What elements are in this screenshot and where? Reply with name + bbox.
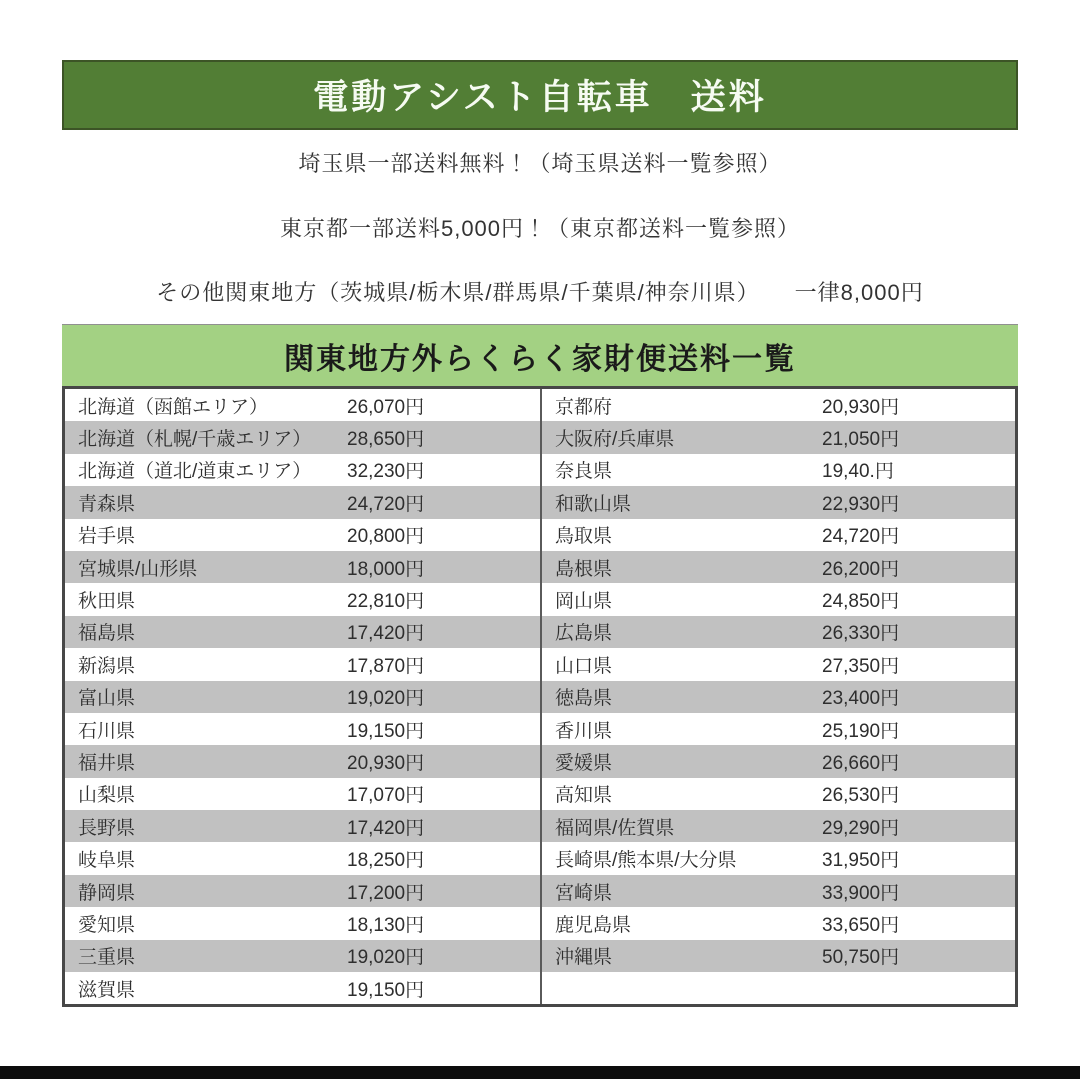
prefecture-name-left: 愛知県 (78, 914, 136, 936)
price-left: 19,020円 (347, 940, 540, 972)
price-right: 24,850円 (822, 591, 900, 613)
prefecture-name-right: 奈良県 (540, 454, 822, 486)
prefecture-name-right: 大阪府/兵庫県 (540, 421, 822, 453)
price-right: 26,530円 (822, 785, 900, 807)
price-left: 28,650円 (347, 421, 540, 453)
price-right: 31,950円 (822, 850, 900, 872)
prefecture-name-left: 宮城県/山形県 (65, 551, 347, 583)
price-left: 19,150円 (347, 720, 425, 742)
prefecture-name-left: 長野県 (65, 810, 347, 842)
prefecture-name-right: 高知県 (540, 778, 822, 810)
prefecture-name-right: 岡山県 (540, 583, 822, 615)
price-left: 17,200円 (347, 875, 540, 907)
bottom-black-bar (0, 1066, 1080, 1079)
price-right: 22,930円 (822, 486, 1015, 518)
price-right: 27,350円 (822, 655, 900, 677)
prefecture-name-left: 石川県 (78, 720, 136, 742)
prefecture-name-right: 島根県 (540, 551, 822, 583)
price-left: 24,720円 (347, 486, 540, 518)
price-right (822, 972, 1015, 1004)
price-left: 32,230円 (347, 461, 425, 483)
prefecture-name-left: 静岡県 (65, 875, 347, 907)
price-right: 25,190円 (822, 720, 900, 742)
price-left: 17,870円 (347, 655, 425, 677)
prefecture-name-right: 和歌山県 (540, 486, 822, 518)
prefecture-name-left: 三重県 (65, 940, 347, 972)
prefecture-name-right: 鳥取県 (540, 519, 822, 551)
prefecture-name-left: 青森県 (65, 486, 347, 518)
prefecture-name-left: 北海道（函館エリア） (78, 396, 269, 418)
note-other-kanto: その他関東地方（茨城県/栃木県/群馬県/千葉県/神奈川県） 一律8,000円 (156, 280, 924, 306)
price-right: 29,290円 (822, 810, 1015, 842)
prefecture-name-right: 愛媛県 (540, 745, 822, 777)
price-left: 18,000円 (347, 551, 540, 583)
price-right: 26,660円 (822, 745, 1015, 777)
price-right: 19,40.円 (822, 461, 894, 483)
prefecture-name-right: 山口県 (540, 648, 822, 680)
prefecture-name-left: 岐阜県 (78, 850, 136, 872)
table-title: 関東地方外らくらく家財便送料一覧 (284, 342, 796, 376)
note-tokyo: 東京都一部送料5,000円！（東京都送料一覧参照） (279, 215, 801, 241)
price-right: 23,400円 (822, 681, 1015, 713)
price-right: 20,930円 (822, 396, 900, 418)
prefecture-name-right: 香川県 (540, 713, 822, 745)
prefecture-name-right: 鹿児島県 (540, 907, 822, 939)
prefecture-name-left: 福島県 (65, 616, 347, 648)
prefecture-name-right: 長崎県/熊本県/大分県 (540, 842, 822, 874)
price-right: 50,750円 (822, 940, 1015, 972)
prefecture-name-left: 北海道（札幌/千歳エリア） (65, 421, 347, 453)
shipping-notes (62, 130, 1018, 324)
prefecture-name-left: 福井県 (65, 745, 347, 777)
price-right: 21,050円 (822, 421, 1015, 453)
shipping-notice (62, 60, 1018, 1007)
prefecture-name-left: 岩手県 (78, 526, 136, 548)
note-saitama: 埼玉県一部送料無料！（埼玉県送料一覧参照） (298, 150, 782, 176)
prefecture-name-right: 広島県 (540, 616, 822, 648)
price-left: 22,810円 (347, 591, 425, 613)
prefecture-name-left: 秋田県 (78, 591, 136, 613)
price-left: 17,070円 (347, 785, 425, 807)
price-left: 20,800円 (347, 526, 425, 548)
prefecture-name-right (540, 972, 822, 1004)
price-right: 33,650円 (822, 914, 900, 936)
price-right: 24,720円 (822, 526, 900, 548)
price-left: 17,420円 (347, 810, 540, 842)
table-title-bar (62, 324, 1018, 386)
main-title-bar (62, 60, 1018, 130)
price-left: 18,250円 (347, 850, 425, 872)
price-left: 19,150円 (347, 979, 425, 1001)
prefecture-name-left: 滋賀県 (78, 979, 136, 1001)
prefecture-name-left: 富山県 (65, 681, 347, 713)
price-right: 26,200円 (822, 551, 1015, 583)
prefecture-name-right: 福岡県/佐賀県 (540, 810, 822, 842)
price-left: 26,070円 (347, 396, 425, 418)
prefecture-name-right: 京都府 (540, 389, 822, 421)
prefecture-name-right: 宮崎県 (540, 875, 822, 907)
page-title: 電動アシスト自転車 送料 (313, 78, 767, 117)
price-left: 20,930円 (347, 745, 540, 777)
prefecture-name-left: 北海道（道北/道東エリア） (78, 461, 312, 483)
price-right: 26,330円 (822, 616, 1015, 648)
shipping-fee-table (62, 386, 1018, 1007)
prefecture-name-right: 沖縄県 (540, 940, 822, 972)
price-right: 33,900円 (822, 875, 1015, 907)
prefecture-name-left: 新潟県 (78, 655, 136, 677)
price-left: 18,130円 (347, 914, 425, 936)
prefecture-name-left: 山梨県 (78, 785, 136, 807)
prefecture-name-right: 徳島県 (540, 681, 822, 713)
price-left: 19,020円 (347, 681, 540, 713)
price-left: 17,420円 (347, 616, 540, 648)
